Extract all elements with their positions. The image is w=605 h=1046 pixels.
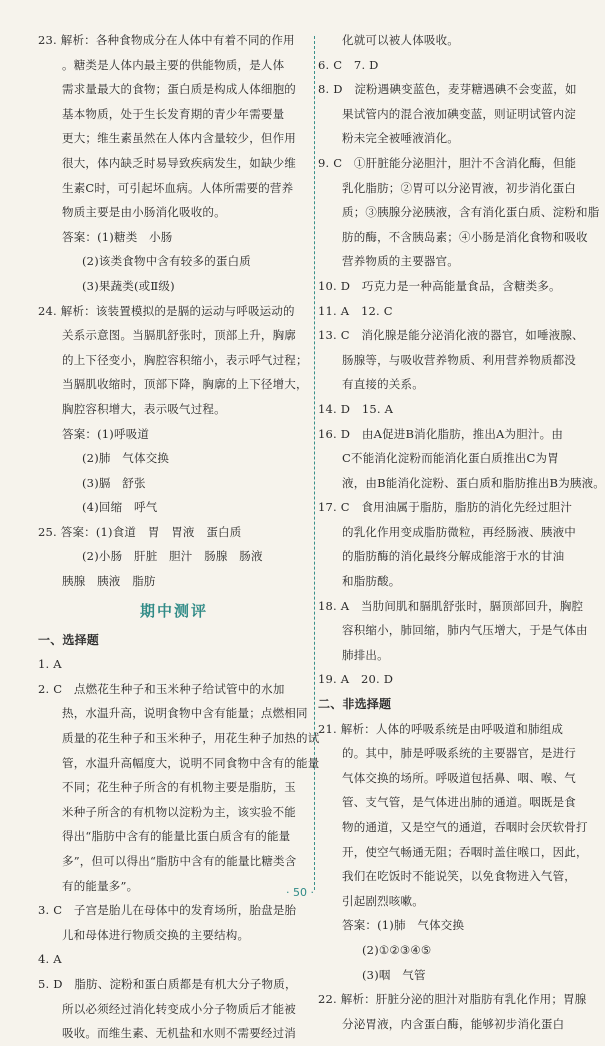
answer-line: 质量的花生种子和玉米种子，用花生种子加热的试 xyxy=(62,731,320,746)
answer-line: 的乳化作用变成脂肪微粒，再经肠液、胰液中 xyxy=(342,524,576,539)
answer-line: 得出“脂肪中含有的能量比蛋白质含有的能量 xyxy=(62,829,291,844)
answer-line: 答案：(1)呼吸道 xyxy=(62,426,150,441)
answer-line: 儿和母体进行物质交换的主要结构。 xyxy=(62,927,250,942)
answer-line: 1. A xyxy=(38,657,62,672)
answer-line: 果试管内的混合液加碘变蓝，则证明试管内淀 xyxy=(342,106,576,121)
answer-line: 乳化脂肪；②胃可以分泌胃液，初步消化蛋白 xyxy=(342,180,576,195)
answer-line: 需求量最大的食物；蛋白质是构成人体细胞的 xyxy=(62,82,296,97)
answer-line: 吸收。而维生素、无机盐和水则不需要经过消 xyxy=(62,1026,296,1041)
answer-line: (3)膈 舒张 xyxy=(82,475,146,490)
answer-line: 胸腔容积增大，表示吸气过程。 xyxy=(62,401,226,416)
answer-line: 9. C ①肝脏能分泌胆汁，胆汁不含消化酶，但能 xyxy=(318,155,577,170)
answer-line: 13. C 消化腺是能分泌消化液的器官，如唾液腺、 xyxy=(318,328,584,343)
answer-line: 液，由B能消化淀粉、蛋白质和脂肪推出B为胰液。 xyxy=(342,475,605,490)
answer-line: 更大；维生素虽然在人体内含量较少，但作用 xyxy=(62,131,296,146)
answer-line: 25. 答案：(1)食道 胃 胃液 蛋白质 xyxy=(38,524,242,539)
answer-line: (4)回缩 呼气 xyxy=(82,500,158,515)
answer-line: 18. A 当肋间肌和膈肌舒张时，膈顶部回升，胸腔 xyxy=(318,598,584,613)
answer-line: (2)①②③④⑤ xyxy=(362,942,432,957)
answer-line: (2)肺 气体交换 xyxy=(82,451,170,466)
answer-line: 开，使空气畅通无阻；吞咽时盖住喉口，因此， xyxy=(342,844,588,859)
answer-line: 引起剧烈咳嗽。 xyxy=(342,893,424,908)
answer-line: 22. 解析：肝脏分泌的胆汁对脂肪有乳化作用；胃腺 xyxy=(318,992,587,1007)
answer-line: 当膈肌收缩时，顶部下降，胸廓的上下径增大， xyxy=(62,377,308,392)
answer-line: 气体交换的场所。呼吸道包括鼻、咽、喉、气 xyxy=(342,770,576,785)
answer-line: 容积缩小，肺回缩，肺内气压增大，于是气体由 xyxy=(342,623,588,638)
answer-line: 质；③胰腺分泌胰液，含有消化蛋白质、淀粉和脂 xyxy=(342,205,600,220)
answer-line: 。糖类是人体内最主要的供能物质，是人体 xyxy=(62,57,285,72)
answer-line: 很大，体内缺乏时易导致疾病发生，如缺少维 xyxy=(62,155,296,170)
answer-line: 米种子所含的有机物以淀粉为主，该实验不能 xyxy=(62,804,296,819)
answer-line: 23. 解析：各种食物成分在人体中有着不同的作用 xyxy=(38,33,295,47)
answer-line: 答案：(1)肺 气体交换 xyxy=(342,918,465,933)
answer-line: 6. C 7. D xyxy=(318,57,379,72)
answer-line: (3)咽 气管 xyxy=(362,967,426,982)
answer-line: 的。其中，肺是呼吸系统的主要器官，是进行 xyxy=(342,746,576,761)
answer-line: C不能消化淀粉而能消化蛋白质推出C为胃 xyxy=(342,451,559,466)
answer-line: 21. 解析：人体的呼吸系统是由呼吸道和肺组成 xyxy=(318,721,564,736)
answer-line: 粉未完全被唾液消化。 xyxy=(342,131,459,146)
answer-line: 8. D 淀粉遇碘变蓝色，麦芽糖遇碘不会变蓝，如 xyxy=(318,82,577,97)
answer-line: 肠腺等，与吸收营养物质、利用营养物质都没 xyxy=(342,352,576,367)
answer-line: 基本物质，处于生长发育期的青少年需要量 xyxy=(62,106,285,121)
answer-line: 多”，但可以得出“脂肪中含有的能量比糖类含 xyxy=(62,854,297,868)
answer-line: 生素C时，可引起坏血病。人体所需要的营养 xyxy=(62,180,294,195)
answer-line: 不同；花生种子所含的有机物主要是脂肪，玉 xyxy=(62,780,296,795)
answer-line: (3)果蔬类(或Ⅱ级) xyxy=(82,278,175,293)
answer-line: 管、支气管，是气体进出肺的通道。咽既是食 xyxy=(342,795,576,810)
answer-line: 物质主要是由小肠消化吸收的。 xyxy=(62,205,226,220)
answer-line: 肺排出。 xyxy=(342,647,389,662)
answer-line: 化就可以被人体吸收。 xyxy=(342,33,459,47)
answer-line: 11. A 12. C xyxy=(318,303,393,318)
answer-line: 管，水温升高幅度大，说明不同食物中含有的能量 xyxy=(62,755,320,770)
answer-line: 3. C 子宫是胎儿在母体中的发育场所，胎盘是胎 xyxy=(38,903,297,918)
answer-line: 有的能量多”。 xyxy=(62,878,139,893)
answer-line: 19. A 20. D xyxy=(318,672,394,687)
answer-line: (2)小肠 肝脏 胆汁 肠腺 肠液 xyxy=(82,549,263,564)
section-heading: 一、选择题 xyxy=(38,632,100,647)
answer-line: 10. D 巧克力是一种高能量食品，含糖类多。 xyxy=(318,278,561,293)
answer-line: 2. C 点燃花生种子和玉米种子给试管中的水加 xyxy=(38,681,285,696)
answer-line: 答案：(1)糖类 小肠 xyxy=(62,229,173,244)
answer-line: 我们在吃饭时不能说笑，以免食物进入气管， xyxy=(342,869,576,884)
answer-line: 的上下径变小，胸腔容积缩小，表示呼气过程； xyxy=(62,352,308,367)
page-number: · 50 · xyxy=(286,886,314,899)
answer-line: 胰腺 胰液 脂肪 xyxy=(62,574,156,589)
answer-line: 24. 解析：该装置模拟的是膈的运动与呼吸运动的 xyxy=(38,303,295,318)
answer-line: 14. D 15. A xyxy=(318,401,394,416)
answer-line: 所以必须经过消化转变成小分子物质后才能被 xyxy=(62,1001,296,1016)
answer-line: 肪的酶，不含胰岛素；④小肠是消化食物和吸收 xyxy=(342,229,588,244)
section-title: 期中测评 xyxy=(139,601,208,620)
answer-line: 16. D 由A促进B消化脂肪，推出A为胆汁。由 xyxy=(318,426,564,441)
answer-line: 分泌胃液，内含蛋白酶，能够初步消化蛋白 xyxy=(342,1016,565,1031)
answer-line: 5. D 脂肪、淀粉和蛋白质都是有机大分子物质， xyxy=(38,976,297,991)
answer-line: 有直接的关系。 xyxy=(342,377,424,392)
answer-line: 的脂肪酶的消化最终分解成能溶于水的甘油 xyxy=(342,549,565,564)
answer-line: 营养物质的主要器官。 xyxy=(342,254,459,269)
answer-line: 17. C 食用油属于脂肪，脂肪的消化先经过胆汁 xyxy=(318,500,573,515)
answer-line: 和脂肪酸。 xyxy=(342,574,401,589)
section-heading: 二、非选择题 xyxy=(318,697,392,712)
answer-line: 热，水温升高，说明食物中含有能量；点燃相同 xyxy=(62,706,308,721)
answer-line: 4. A xyxy=(38,952,62,967)
answer-line: (2)该类食物中含有较多的蛋白质 xyxy=(82,254,251,269)
answer-line: 物的通道，又是空气的通道，吞咽时会厌软骨打 xyxy=(342,820,588,834)
answer-line: 关系示意图。当膈肌舒张时，顶部上升，胸廓 xyxy=(62,328,296,343)
